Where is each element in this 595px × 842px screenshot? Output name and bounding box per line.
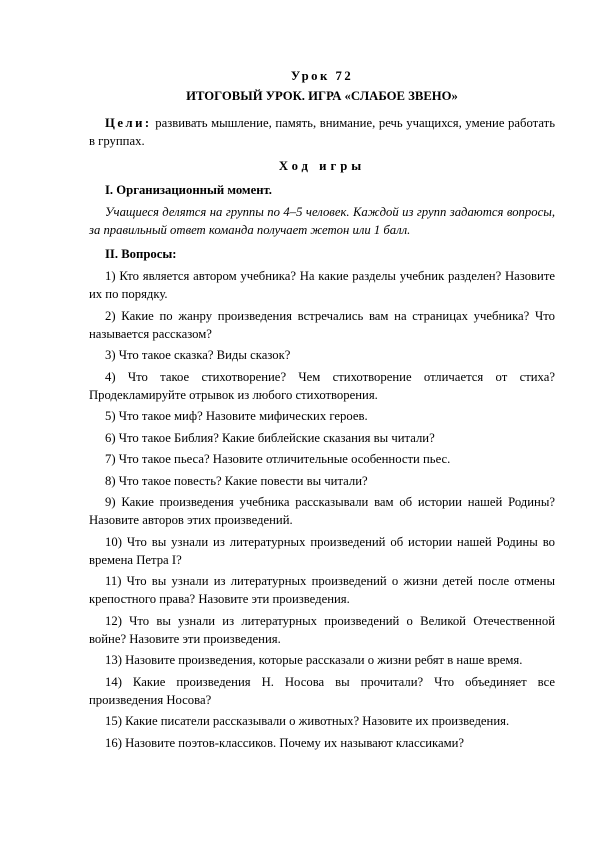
question-item: 15) Какие писатели рассказывали о животных? Назовите их произведения. [105, 714, 510, 728]
question-item: 12) Что вы узнали из литературных произведений о Великой Отечественной войне? Назовите эти произведения. [89, 613, 555, 646]
question-item: 5) Что такое миф? Назовите мифических героев. [105, 409, 368, 423]
question-item: 10) Что вы узнали из литературных произведений об истории нашей Родины во времена Петра I? [89, 534, 555, 567]
goals-label: Цели: [105, 116, 152, 130]
goals-paragraph [89, 114, 555, 150]
question-item: 1) Кто является автором учебника? На какие разделы учебник разделен? Назовите их по порядку. [89, 269, 555, 301]
question-item: 7) Что такое пьеса? Назовите отличительные особенности пьес. [105, 452, 451, 466]
question-item: 14) Какие произведения Н. Носова вы прочитали? Что объединяет все произведения Носова? [89, 674, 555, 707]
question-item: 13) Назовите произведения, которые рассказали о жизни ребят в наше время. [105, 653, 523, 667]
question-item: 2) Какие по жанру произведения встречались вам на страницах учебника? Что называется рассказом? [89, 308, 555, 341]
section-1-title: I. Организационный момент. [105, 183, 272, 197]
section-1-text: Учащиеся делятся на группы по 4–5 человек. Каждой из групп задаются вопросы, за правильный ответ команда получает жетон или 1 балл. [89, 205, 555, 237]
question-item: 4) Что такое стихотворение? Чем стихотворение отличается от стиха? Продекламируйте отрывок из любого стихотворения. [89, 369, 555, 402]
goals-text: развивать мышление, память, внимание, речь учащихся, умение работать в группах. [89, 116, 556, 148]
question-item: 8) Что такое повесть? Какие повести вы читали? [105, 473, 368, 488]
question-list [89, 267, 555, 752]
section-2-title: II. Вопросы: [105, 247, 177, 261]
document-content [89, 67, 555, 755]
game-heading: Ход игры [278, 159, 366, 173]
question-item: 9) Какие произведения учебника рассказывали вам об истории нашей Родины? Назовите авторов этих произведений. [89, 495, 555, 527]
lesson-title: ИТОГОВЫЙ УРОК. ИГРА «СЛАБОЕ ЗВЕНО» [186, 89, 458, 103]
question-item: 6) Что такое Библия? Какие библейские сказания вы читали? [105, 430, 435, 445]
question-item: 16) Назовите поэтов-классиков. Почему их называют классиками? [105, 735, 465, 750]
lesson-number: Урок 72 [290, 69, 354, 83]
question-item: 11) Что вы узнали из литературных произведений о жизни детей после отмены крепостного права? Назовите эти произведения. [89, 574, 555, 606]
question-item: 3) Что такое сказка? Виды сказок? [105, 348, 291, 362]
